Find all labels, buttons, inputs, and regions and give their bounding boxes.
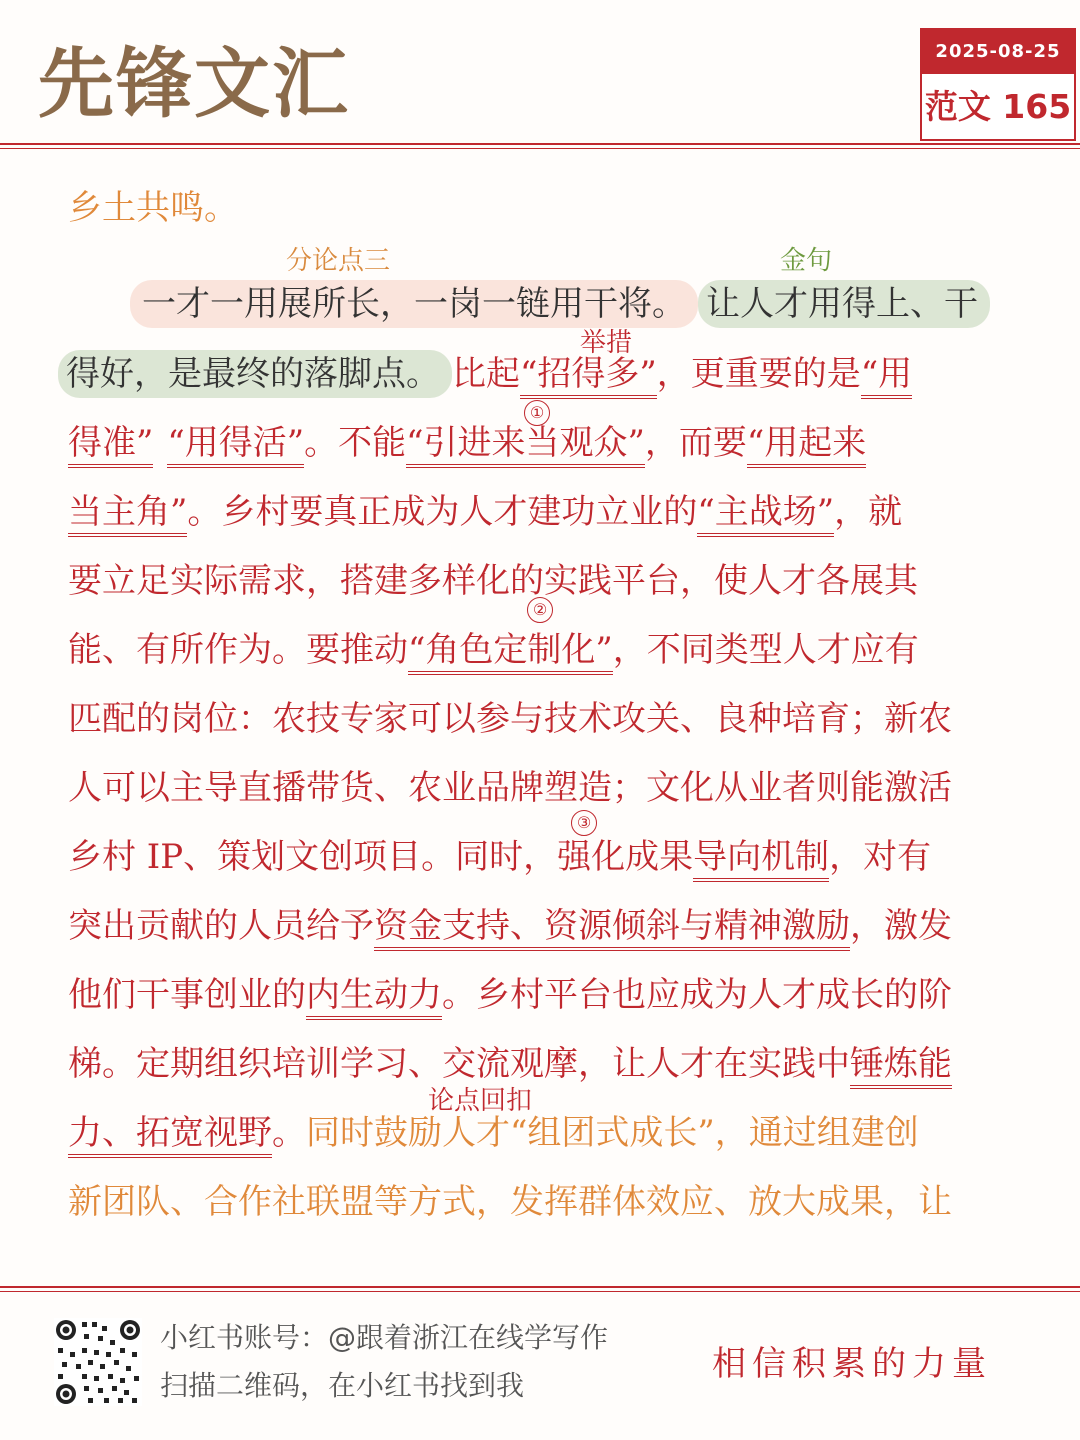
underline-phrase: “用起来 [747, 423, 866, 468]
text-line-5: 要立足实际需求，搭建多样化的实践平台，使人才各展其 [68, 561, 918, 601]
text-span: 他们干事创业的 [68, 975, 306, 1015]
text-span: 梯。定期组织培训学习、交流观摩，让人才在实践中 [68, 1044, 850, 1084]
brand-title: 先锋文汇 [38, 39, 350, 128]
text-line-7: 匹配的岗位：农技专家可以参与技术攻关、良种培育；新农 [68, 699, 952, 739]
text-line-12 [68, 1042, 952, 1086]
highlight-golden-b: 得好，是最终的落脚点。 [58, 350, 452, 398]
text-span: 。 [272, 1113, 306, 1153]
circled-number-2: ② [527, 597, 553, 623]
underline-phrase: “招得多” [520, 354, 657, 399]
footer-slogan: 相信积累的力量 [712, 1344, 992, 1384]
underline-phrase: “角色定制化” [408, 630, 613, 675]
footer-divider-thin [0, 1291, 1080, 1292]
issue-date: 2025-08-25 [922, 30, 1074, 74]
qr-code-icon[interactable] [54, 1318, 142, 1406]
text-line-9 [68, 835, 931, 879]
issue-badge [920, 28, 1076, 141]
text-span: ，对有 [829, 837, 932, 877]
text-span: 。乡村要真正成为人才建功立业的 [187, 492, 698, 532]
underline-phrase: “引进来当观众” [406, 423, 645, 468]
footer-account: 小红书账号：@跟着浙江在线学写作 [160, 1321, 609, 1354]
underline-phrase: “用 [861, 354, 912, 399]
text-line-2 [58, 352, 912, 396]
highlight-sub-point: 一才一用展所长，一岗一链用干将。 [130, 280, 698, 328]
text-line-14: 新团队、合作社联盟等方式，发挥群体效应、放大成果，让 [68, 1182, 952, 1222]
text-span: ，而要 [644, 423, 747, 463]
text-line-10 [68, 904, 952, 948]
text-span: 。乡村平台也应成为人才成长的阶 [442, 975, 952, 1015]
circled-number-1: ① [524, 400, 550, 426]
text-span: 比起 [452, 354, 520, 394]
echo-sentence: 同时鼓励人才“组团式成长”，通过组建创 [306, 1113, 919, 1153]
footer-scan-hint: 扫描二维码，在小红书找到我 [160, 1369, 525, 1402]
underline-phrase: 锤炼能 [850, 1044, 952, 1089]
annotation-sub-point: 分论点三 [286, 246, 391, 276]
underline-phrase: 导向机制 [693, 837, 829, 882]
annotation-measures: 举措 [580, 328, 633, 358]
header-divider-thin [0, 148, 1080, 149]
text-span: 能、有所作为。要推动 [68, 630, 408, 670]
text-span: ，激发 [850, 906, 952, 946]
underline-phrase: “用得活” [167, 423, 304, 468]
text-span: ，更重要的是 [656, 354, 861, 394]
text-line-11 [68, 973, 952, 1017]
text-line-13 [68, 1111, 919, 1155]
text-span: 乡村 IP、策划文创项目。同时，强化成果 [68, 837, 694, 877]
text-line-4 [68, 490, 902, 534]
highlight-golden-a: 让人才用得上、干 [698, 280, 990, 328]
underline-phrase: 内生动力 [306, 975, 442, 1020]
underline-phrase: “主战场” [697, 492, 834, 537]
text-line-8: 人可以主导直播带货、农业品牌塑造；文化从业者则能激活 [68, 768, 952, 808]
underline-phrase: 资金支持、资源倾斜与精神激励 [374, 906, 850, 951]
text-line-6 [68, 628, 919, 672]
footer-divider [0, 1286, 1080, 1288]
page-header [0, 0, 1080, 150]
text-span: ，不同类型人才应有 [612, 630, 919, 670]
text-span: ，就 [834, 492, 903, 532]
text-line-1 [130, 282, 990, 326]
circled-number-3: ③ [571, 810, 597, 836]
issue-number: 范文 165 [924, 87, 1072, 126]
text-line-0: 乡土共鸣。 [68, 188, 238, 228]
underline-phrase: 当主角” [68, 492, 187, 537]
underline-phrase: 得准” [68, 423, 153, 468]
text-line-3 [68, 421, 866, 465]
annotation-golden-sentence: 金句 [780, 246, 833, 276]
text-span: 突出贡献的人员给予 [68, 906, 374, 946]
annotation-echo: 论点回扣 [428, 1086, 533, 1116]
underline-phrase: 力、拓宽视野 [68, 1113, 272, 1158]
text-span: 。不能 [304, 423, 407, 463]
header-divider [0, 143, 1080, 145]
